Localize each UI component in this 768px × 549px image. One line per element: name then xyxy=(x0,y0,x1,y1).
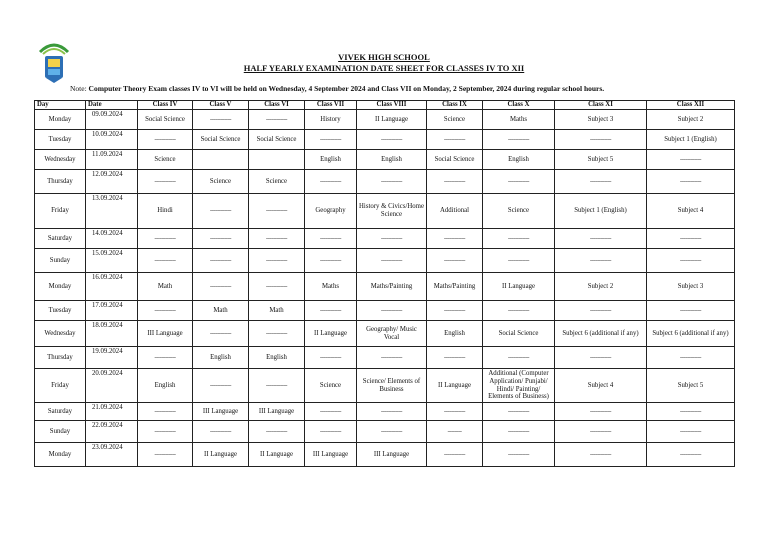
column-header: Day xyxy=(35,101,86,110)
subject-cell: Math xyxy=(249,301,305,321)
table-row xyxy=(35,321,735,347)
subject-cell: ------------ xyxy=(138,249,193,273)
subject-cell: History & Civics/Home Science xyxy=(357,194,427,229)
subject-cell: Subject 5 xyxy=(555,150,647,170)
note-text: Computer Theory Exam classes IV to VI will be held on Wednesday, 4 September 2024 and Class VII on Monday, 2 September, 2024 during regular school hours. xyxy=(88,84,605,93)
subject-cell: ------------ xyxy=(427,130,483,150)
document-title: HALF YEARLY EXAMINATION DATE SHEET FOR CLASSES IV TO XII xyxy=(243,63,525,73)
column-header: Class IX xyxy=(427,101,483,110)
day-cell: Saturday xyxy=(35,229,86,249)
date-cell: 13.09.2024 xyxy=(86,194,138,229)
subject-cell: Subject 6 (additional if any) xyxy=(555,321,647,347)
day-cell: Sunday xyxy=(35,421,86,443)
subject-cell: ------------ xyxy=(193,110,249,130)
table-row xyxy=(35,170,735,194)
subject-cell: ------------ xyxy=(647,249,735,273)
subject-cell: ------------ xyxy=(193,273,249,301)
subject-cell: ------------ xyxy=(138,421,193,443)
table-row xyxy=(35,229,735,249)
date-cell: 19.09.2024 xyxy=(86,347,138,369)
column-header: Class X xyxy=(483,101,555,110)
school-logo xyxy=(34,40,74,84)
subject-cell: ------------ xyxy=(483,249,555,273)
day-cell: Tuesday xyxy=(35,301,86,321)
subject-cell xyxy=(193,150,249,170)
subject-cell: History xyxy=(305,110,357,130)
subject-cell: ------------ xyxy=(483,347,555,369)
subject-cell: ------------ xyxy=(138,301,193,321)
subject-cell: ------------ xyxy=(555,347,647,369)
column-header: Class V xyxy=(193,101,249,110)
subject-cell: Subject 1 (English) xyxy=(555,194,647,229)
subject-cell: ------------ xyxy=(427,229,483,249)
subject-cell: ------------ xyxy=(647,421,735,443)
table-row xyxy=(35,194,735,229)
date-cell: 23.09.2024 xyxy=(86,443,138,467)
subject-cell xyxy=(249,150,305,170)
column-header: Class VII xyxy=(305,101,357,110)
day-cell: Thursday xyxy=(35,170,86,194)
subject-cell: ------------ xyxy=(249,249,305,273)
subject-cell: ------------ xyxy=(483,130,555,150)
subject-cell: Social Science xyxy=(483,321,555,347)
day-cell: Wednesday xyxy=(35,321,86,347)
subject-cell: ------------ xyxy=(305,130,357,150)
subject-cell: ------------ xyxy=(138,130,193,150)
subject-cell: ------------ xyxy=(193,421,249,443)
subject-cell: English xyxy=(138,369,193,403)
subject-cell: ------------ xyxy=(647,443,735,467)
subject-cell: ------------ xyxy=(555,229,647,249)
subject-cell: Science xyxy=(249,170,305,194)
date-cell: 11.09.2024 xyxy=(86,150,138,170)
subject-cell: ------------ xyxy=(249,229,305,249)
subject-cell: ------------ xyxy=(555,130,647,150)
table-row xyxy=(35,249,735,273)
subject-cell: ------------ xyxy=(305,229,357,249)
subject-cell: ------------ xyxy=(193,321,249,347)
date-cell: 10.09.2024 xyxy=(86,130,138,150)
subject-cell: ------------ xyxy=(193,229,249,249)
subject-cell: ------------ xyxy=(357,229,427,249)
subject-cell: Subject 3 xyxy=(647,273,735,301)
table-row xyxy=(35,403,735,421)
date-cell: 09.09.2024 xyxy=(86,110,138,130)
subject-cell: English xyxy=(305,150,357,170)
subject-cell: II Language xyxy=(305,321,357,347)
date-cell: 14.09.2024 xyxy=(86,229,138,249)
day-cell: Monday xyxy=(35,110,86,130)
column-header: Date xyxy=(86,101,138,110)
day-cell: Monday xyxy=(35,273,86,301)
subject-cell: Maths/Painting xyxy=(427,273,483,301)
header-row xyxy=(35,101,735,110)
date-sheet-table xyxy=(34,100,735,467)
date-cell: 15.09.2024 xyxy=(86,249,138,273)
subject-cell: Science/ Elements of Business xyxy=(357,369,427,403)
subject-cell: ------------ xyxy=(357,130,427,150)
subject-cell: ------------ xyxy=(427,301,483,321)
subject-cell: II Language xyxy=(483,273,555,301)
subject-cell: Maths xyxy=(483,110,555,130)
subject-cell: Additional (Computer Application/ Punjabi/ Hindi/ Painting/ Elements of Business) xyxy=(483,369,555,403)
subject-cell: Science xyxy=(483,194,555,229)
subject-cell: ------------ xyxy=(305,249,357,273)
school-name: VIVEK HIGH SCHOOL xyxy=(338,52,430,62)
subject-cell: -------- xyxy=(427,421,483,443)
subject-cell: ------------ xyxy=(249,369,305,403)
subject-cell: ------------ xyxy=(193,194,249,229)
table-row xyxy=(35,150,735,170)
table-row xyxy=(35,130,735,150)
subject-cell: ------------ xyxy=(647,170,735,194)
subject-cell: Science xyxy=(138,150,193,170)
table-body xyxy=(35,110,735,467)
subject-cell: ------------ xyxy=(305,301,357,321)
subject-cell: English xyxy=(483,150,555,170)
subject-cell: II Language xyxy=(427,369,483,403)
subject-cell: III Language xyxy=(305,443,357,467)
subject-cell: ------------ xyxy=(555,249,647,273)
subject-cell: ------------ xyxy=(305,347,357,369)
subject-cell: ------------ xyxy=(427,347,483,369)
subject-cell: ------------ xyxy=(138,443,193,467)
subject-cell: Subject 1 (English) xyxy=(647,130,735,150)
subject-cell: ------------ xyxy=(138,229,193,249)
subject-cell: III Language xyxy=(357,443,427,467)
subject-cell: III Language xyxy=(249,403,305,421)
subject-cell: ------------ xyxy=(483,443,555,467)
date-cell: 17.09.2024 xyxy=(86,301,138,321)
subject-cell: Math xyxy=(193,301,249,321)
table-row xyxy=(35,110,735,130)
column-header: Class XI xyxy=(555,101,647,110)
column-header: Class VIII xyxy=(357,101,427,110)
column-header: Class XII xyxy=(647,101,735,110)
subject-cell: ------------ xyxy=(357,249,427,273)
subject-cell: ------------ xyxy=(483,301,555,321)
subject-cell: English xyxy=(357,150,427,170)
subject-cell: ------------ xyxy=(555,421,647,443)
date-cell: 18.09.2024 xyxy=(86,321,138,347)
subject-cell: ------------ xyxy=(427,170,483,194)
table-row xyxy=(35,443,735,467)
subject-cell: II Language xyxy=(357,110,427,130)
subject-cell: ------------ xyxy=(249,110,305,130)
column-header: Class VI xyxy=(249,101,305,110)
subject-cell: ------------ xyxy=(647,403,735,421)
subject-cell: ------------ xyxy=(483,170,555,194)
subject-cell: Social Science xyxy=(193,130,249,150)
subject-cell: ------------ xyxy=(249,273,305,301)
subject-cell: Social Science xyxy=(427,150,483,170)
subject-cell: ------------ xyxy=(647,150,735,170)
note-label: Note: xyxy=(70,84,87,93)
day-cell: Monday xyxy=(35,443,86,467)
subject-cell: ------------ xyxy=(357,301,427,321)
subject-cell: ------------ xyxy=(357,170,427,194)
subject-cell: ------------ xyxy=(138,403,193,421)
subject-cell: Math xyxy=(138,273,193,301)
subject-cell: Hindi xyxy=(138,194,193,229)
subject-cell: Science xyxy=(427,110,483,130)
subject-cell: ------------ xyxy=(647,347,735,369)
subject-cell: ------------ xyxy=(193,369,249,403)
subject-cell: ------------ xyxy=(357,421,427,443)
subject-cell: ------------ xyxy=(357,403,427,421)
table-row xyxy=(35,369,735,403)
date-cell: 20.09.2024 xyxy=(86,369,138,403)
subject-cell: III Language xyxy=(138,321,193,347)
subject-cell: ------------ xyxy=(555,170,647,194)
subject-cell: Subject 4 xyxy=(555,369,647,403)
day-cell: Thursday xyxy=(35,347,86,369)
subject-cell: ------------ xyxy=(138,347,193,369)
subject-cell: ------------ xyxy=(647,301,735,321)
subject-cell: English xyxy=(249,347,305,369)
subject-cell: Subject 6 (additional if any) xyxy=(647,321,735,347)
subject-cell: Subject 5 xyxy=(647,369,735,403)
subject-cell: ------------ xyxy=(357,347,427,369)
subject-cell: ------------ xyxy=(427,403,483,421)
date-cell: 16.09.2024 xyxy=(86,273,138,301)
subject-cell: Geography xyxy=(305,194,357,229)
day-cell: Tuesday xyxy=(35,130,86,150)
subject-cell: ------------ xyxy=(647,229,735,249)
subject-cell: ------------ xyxy=(305,170,357,194)
subject-cell: ------------ xyxy=(193,249,249,273)
subject-cell: ------------ xyxy=(249,421,305,443)
subject-cell: ------------ xyxy=(305,421,357,443)
subject-cell: ------------ xyxy=(555,301,647,321)
day-cell: Friday xyxy=(35,369,86,403)
subject-cell: II Language xyxy=(193,443,249,467)
subject-cell: ------------ xyxy=(249,321,305,347)
subject-cell: ------------ xyxy=(483,421,555,443)
subject-cell: Maths/Painting xyxy=(357,273,427,301)
subject-cell: ------------ xyxy=(483,229,555,249)
subject-cell: ------------ xyxy=(555,443,647,467)
subject-cell: Subject 3 xyxy=(555,110,647,130)
subject-cell: Science xyxy=(305,369,357,403)
table-row xyxy=(35,273,735,301)
subject-cell: Additional xyxy=(427,194,483,229)
date-cell: 12.09.2024 xyxy=(86,170,138,194)
subject-cell: Social Science xyxy=(249,130,305,150)
subject-cell: ------------ xyxy=(138,170,193,194)
subject-cell: ------------ xyxy=(483,403,555,421)
subject-cell: Subject 2 xyxy=(647,110,735,130)
column-header: Class IV xyxy=(138,101,193,110)
subject-cell: II Language xyxy=(249,443,305,467)
note xyxy=(70,84,604,93)
subject-cell: ------------ xyxy=(305,403,357,421)
table-row xyxy=(35,301,735,321)
subject-cell: English xyxy=(193,347,249,369)
subject-cell: Subject 4 xyxy=(647,194,735,229)
subject-cell: III Language xyxy=(193,403,249,421)
subject-cell: Geography/ Music Vocal xyxy=(357,321,427,347)
subject-cell: Subject 2 xyxy=(555,273,647,301)
subject-cell: English xyxy=(427,321,483,347)
day-cell: Wednesday xyxy=(35,150,86,170)
date-cell: 22.09.2024 xyxy=(86,421,138,443)
subject-cell: Science xyxy=(193,170,249,194)
table-row xyxy=(35,421,735,443)
subject-cell: Maths xyxy=(305,273,357,301)
subject-cell: ------------ xyxy=(427,443,483,467)
table-row xyxy=(35,347,735,369)
date-cell: 21.09.2024 xyxy=(86,403,138,421)
day-cell: Saturday xyxy=(35,403,86,421)
subject-cell: ------------ xyxy=(427,249,483,273)
day-cell: Friday xyxy=(35,194,86,229)
day-cell: Sunday xyxy=(35,249,86,273)
subject-cell: ------------ xyxy=(249,194,305,229)
subject-cell: ------------ xyxy=(555,403,647,421)
subject-cell: Social Science xyxy=(138,110,193,130)
